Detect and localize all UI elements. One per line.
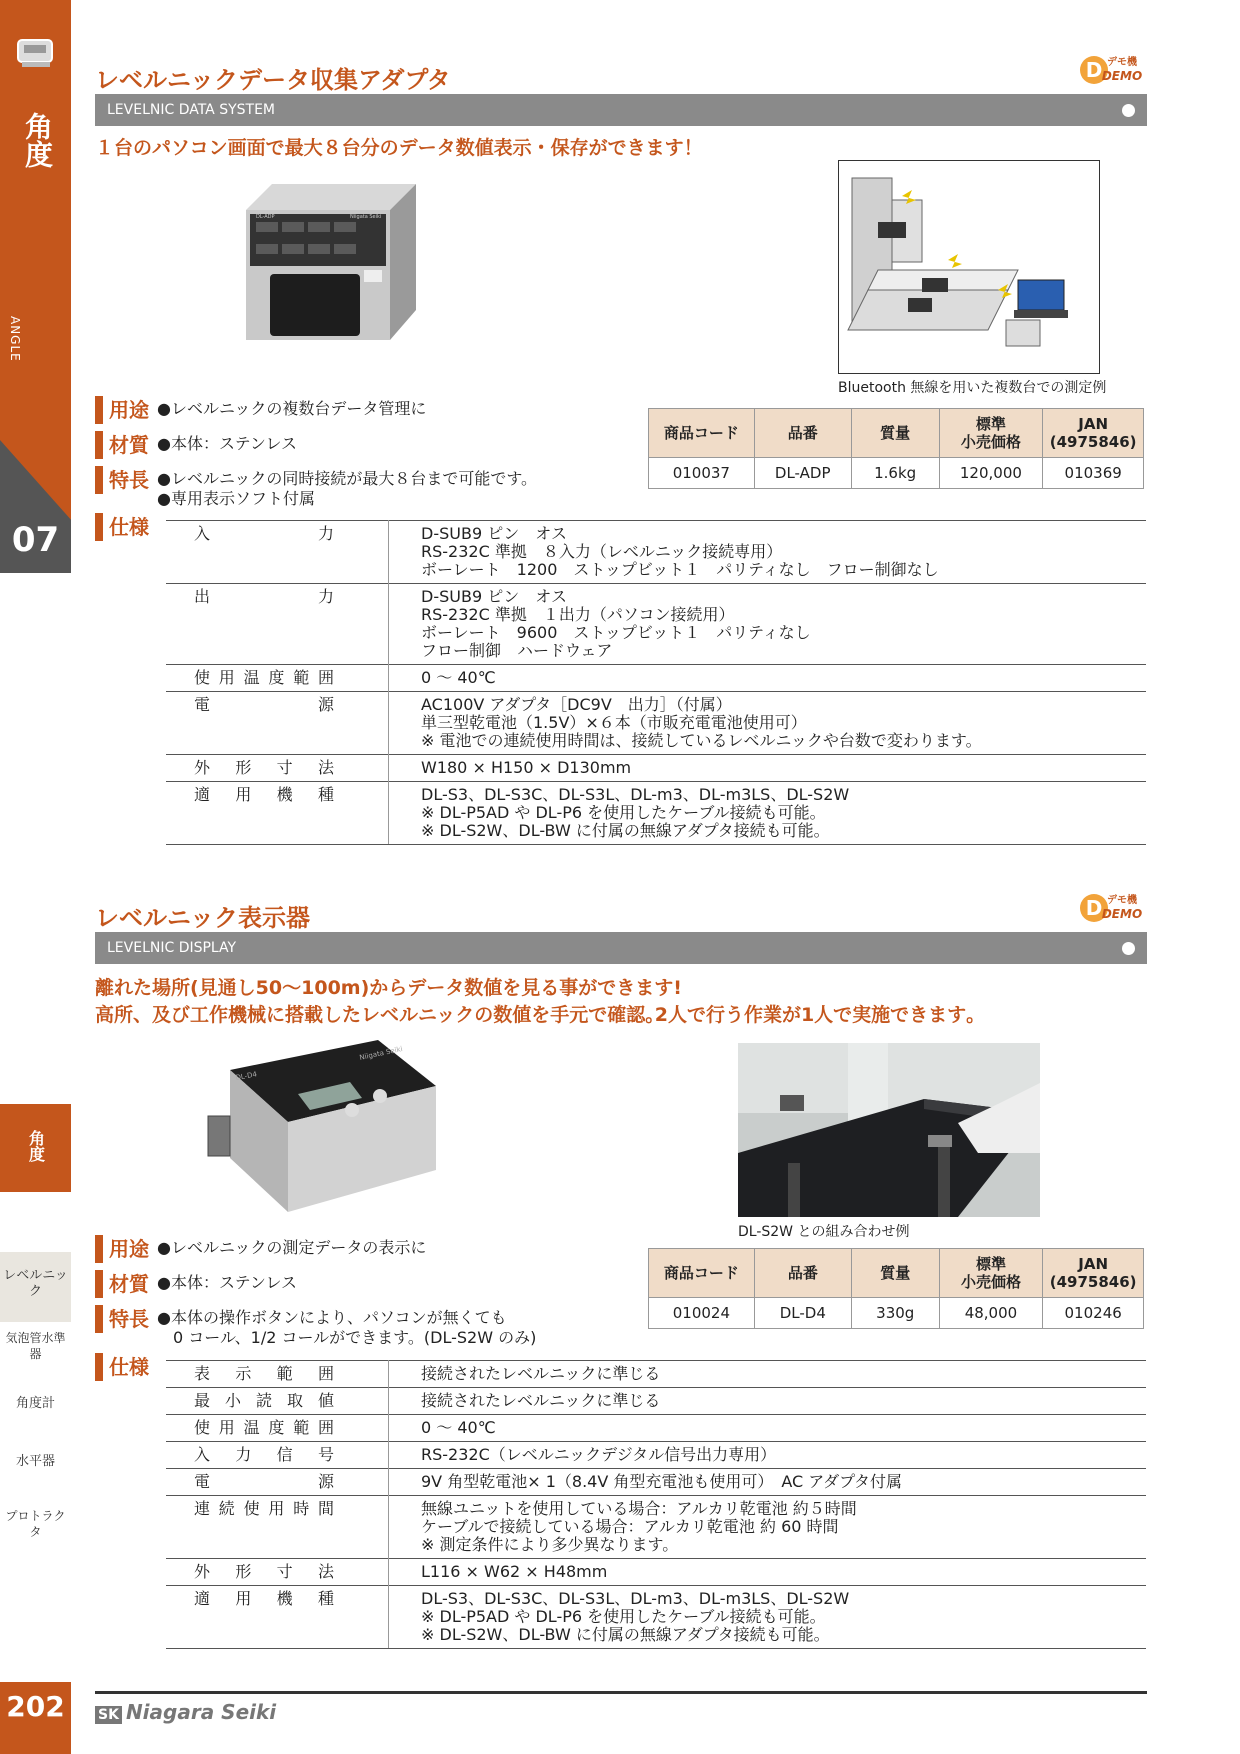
- feature-traits-label: 特長: [109, 1307, 149, 1331]
- svg-text:DEMO: DEMO: [1101, 69, 1143, 83]
- feature-material-text: ●本体：ステンレス: [157, 434, 297, 453]
- section2-tagline-1: 離れた場所(見通し50～100m)からデータ数値を見る事ができます!: [95, 977, 682, 999]
- spec-key: 適 用 機 種: [166, 1586, 389, 1649]
- chapter-number: 07: [11, 520, 60, 560]
- spec-value: ※ 電池での連続使用時間は、接続しているレベルニックや台数で変わります。: [421, 731, 982, 750]
- table-header: 質量: [851, 409, 939, 458]
- spec-value: D-SUB9 ピン オス: [421, 587, 568, 606]
- spec-value: W180 × H150 × D130mm: [421, 758, 632, 777]
- spec-row: [166, 1442, 1146, 1469]
- spec-row: [166, 1586, 1146, 1649]
- spec-row: [166, 755, 1146, 782]
- spec-key: 外 形 寸 法: [166, 1559, 389, 1586]
- spec-value: ボーレート 9600 ストップビット１ パリティなし: [421, 623, 811, 642]
- section2-tagline-2: 高所、及び工作機械に搭載したレベルニックの数値を手元で確認｡2人で行う作業が1人で実施できます｡: [95, 1004, 976, 1026]
- section1-title: レベルニックデータ収集アダプタ: [95, 66, 451, 94]
- table-cell: 010369: [1043, 458, 1144, 489]
- section2-title: レベルニック表示器: [95, 904, 311, 932]
- table-header: JAN (4975846): [1043, 1249, 1144, 1298]
- feature-use-row: [95, 396, 426, 424]
- bluetooth-setup-illustration: [838, 160, 1100, 374]
- illustration-caption: Bluetooth 無線を用いた複数台での測定例: [838, 380, 1107, 396]
- table-cell: 48,000: [939, 1298, 1043, 1329]
- feature-marker: [95, 1270, 103, 1298]
- feature-traits-label: 特長: [109, 468, 149, 492]
- spec-value: D-SUB9 ピン オス: [421, 524, 568, 543]
- feature-use-text: ●レベルニックの測定データの表示に: [157, 1238, 427, 1257]
- spec-value: DL-S3、DL-S3C、DL-S3L、DL-m3、DL-m3LS、DL-S2W: [421, 1589, 850, 1608]
- feature-traits-row: [95, 1305, 536, 1349]
- spec-key: 電 源: [166, 1469, 389, 1496]
- feature-spec-row: [95, 513, 157, 541]
- footer-brand-logo: [95, 1700, 276, 1724]
- feature-traits-text: ●本体の操作ボタンにより、パソコンが無くても: [157, 1308, 507, 1327]
- feature-material-label: 材質: [109, 433, 149, 457]
- spec-value: 0 ～ 40℃: [421, 1418, 496, 1437]
- dl-adp-device-image: [240, 170, 420, 350]
- table-header: 標準 小売価格: [939, 409, 1043, 458]
- sidebar-item-protractor[interactable]: プロトラクタ: [5, 1509, 66, 1539]
- spec-row: [166, 1388, 1146, 1415]
- spec-row: [166, 1496, 1146, 1559]
- svg-text:D: D: [1085, 896, 1103, 920]
- table-cell: 010024: [649, 1298, 755, 1329]
- svg-text:デモ機: デモ機: [1107, 895, 1137, 906]
- dl-s2w-combination-photo: [738, 1043, 1040, 1217]
- spec-value: RS-232C 準拠 ８入力（レベルニック接続専用）: [421, 542, 783, 561]
- table-header: 標準 小売価格: [939, 1249, 1043, 1298]
- footer-rule: [95, 1691, 1147, 1694]
- feature-traits-row: [95, 466, 537, 510]
- table-header: 品番: [754, 409, 851, 458]
- table-cell: 1.6kg: [851, 458, 939, 489]
- sidebar-item-level[interactable]: 水平器: [15, 1454, 55, 1469]
- spec-value: 9V 角型乾電池× 1（8.4V 角型充電池も使用可） AC アダプタ付属: [421, 1472, 903, 1491]
- table-cell: DL-ADP: [754, 458, 851, 489]
- spec-key: 電 源: [166, 692, 389, 755]
- photo-caption: DL-S2W との組み合わせ例: [738, 1224, 910, 1240]
- section2-subtitle-bar: [95, 932, 1147, 964]
- table-header: 商品コード: [649, 409, 755, 458]
- spec-table-adp: [166, 520, 1146, 845]
- feature-marker: [95, 466, 103, 494]
- spec-row: [166, 584, 1146, 665]
- spec-key: 適 用 機 種: [166, 782, 389, 845]
- spec-value: ※ DL-P5AD や DL-P6 を使用したケーブル接続も可能。: [421, 803, 826, 822]
- spec-row: [166, 692, 1146, 755]
- sidebar-item-angle-meter[interactable]: 角度計: [15, 1396, 55, 1411]
- spec-value: ボーレート 1200 ストップビット１ パリティなし フロー制御なし: [421, 560, 939, 579]
- spec-value: DL-S3、DL-S3C、DL-S3L、DL-m3、DL-m3LS、DL-S2W: [421, 785, 850, 804]
- spec-value: RS-232C（レベルニックデジタル信号出力専用）: [421, 1445, 777, 1464]
- spec-value: AC100V アダプタ［DC9V 出力］（付属）: [421, 695, 732, 714]
- spec-row: [166, 782, 1146, 845]
- page-number: 202: [6, 1690, 65, 1723]
- feature-marker: [95, 1353, 103, 1381]
- table-cell: DL-D4: [754, 1298, 851, 1329]
- feature-marker: [95, 396, 103, 424]
- spec-row: [166, 1415, 1146, 1442]
- table-header: 商品コード: [649, 1249, 755, 1298]
- table-cell: 330g: [851, 1298, 939, 1329]
- spec-value: 無線ユニットを使用している場合：アルカリ乾電池 約５時間: [421, 1499, 857, 1518]
- svg-text:DEMO: DEMO: [1101, 907, 1143, 921]
- product-table-adp: [648, 408, 1144, 489]
- feature-marker: [95, 1305, 103, 1333]
- svg-text:デモ機: デモ機: [1107, 57, 1137, 68]
- feature-traits-text: 0 コール、1/2 コールができます。(DL-S2W のみ): [157, 1328, 537, 1347]
- feature-traits-text: ●専用表示ソフト付属: [157, 489, 315, 508]
- spec-value: L116 × W62 × H48mm: [421, 1562, 608, 1581]
- spec-value: 単三型乾電池（1.5V）×６本（市販充電電池使用可）: [421, 713, 807, 732]
- level-instrument-icon: [14, 30, 58, 74]
- spec-value: ※ DL-S2W、DL-BW に付属の無線アダプタ接続も可能。: [421, 821, 830, 840]
- feature-traits-text: ●レベルニックの同時接続が最大８台まで可能です。: [157, 469, 538, 488]
- table-header: 品番: [754, 1249, 851, 1298]
- svg-text:Niigata Seiki: Niigata Seiki: [350, 214, 382, 220]
- table-cell: 120,000: [939, 458, 1043, 489]
- spec-value: ※ DL-S2W、DL-BW に付属の無線アダプタ接続も可能。: [421, 1625, 830, 1644]
- spec-value: 接続されたレベルニックに準じる: [421, 1364, 661, 1383]
- bar-dot-icon: [1122, 942, 1135, 955]
- spec-value: 0 ～ 40℃: [421, 668, 496, 687]
- feature-use-text: ●レベルニックの複数台データ管理に: [157, 399, 427, 418]
- sidebar-category-en: ANGLE: [8, 316, 22, 362]
- bar-dot-icon: [1122, 104, 1135, 117]
- feature-spec-label: 仕様: [109, 515, 149, 539]
- sidebar-category-tab[interactable]: [0, 1104, 71, 1192]
- spec-key: 使 用 温 度 範 囲: [166, 1415, 389, 1442]
- sidebar-category-tab-label: 角度: [26, 1130, 46, 1162]
- spec-table-d4: [166, 1360, 1146, 1649]
- table-cell: 010246: [1043, 1298, 1144, 1329]
- section1-subtitle-bar: [95, 94, 1147, 126]
- spec-row: [166, 1559, 1146, 1586]
- table-header: JAN (4975846): [1043, 409, 1144, 458]
- feature-material-row: [95, 431, 297, 459]
- spec-key: 使 用 温 度 範 囲: [166, 665, 389, 692]
- feature-use-row: [95, 1235, 426, 1263]
- table-cell: 010037: [649, 458, 755, 489]
- dl-d4-device-image: [200, 1030, 440, 1220]
- spec-key: 連 続 使 用 時 間: [166, 1496, 389, 1559]
- feature-spec-label: 仕様: [109, 1355, 149, 1379]
- feature-marker: [95, 513, 103, 541]
- sidebar-item-bubble-level[interactable]: 気泡管水準器: [5, 1331, 66, 1361]
- spec-value: フロー制御 ハードウェア: [421, 641, 613, 660]
- table-header: 質量: [851, 1249, 939, 1298]
- feature-marker: [95, 1235, 103, 1263]
- brand-name: Niagara Seiki: [125, 1700, 277, 1724]
- section2-subtitle: LEVELNIC DISPLAY: [107, 940, 237, 956]
- feature-spec-row: [95, 1353, 157, 1381]
- svg-text:Niigata Seiki: Niigata Seiki: [358, 1045, 404, 1062]
- spec-value: ケーブルで接続している場合：アルカリ乾電池 約 60 時間: [421, 1517, 839, 1536]
- spec-key: 出 力: [166, 584, 389, 665]
- svg-text:DL-ADP: DL-ADP: [256, 214, 275, 220]
- spec-key: 表 示 範 囲: [166, 1361, 389, 1388]
- spec-value: RS-232C 準拠 １出力（パソコン接続用）: [421, 605, 735, 624]
- feature-marker: [95, 431, 103, 459]
- svg-text:DL-D4: DL-D4: [234, 1070, 258, 1082]
- product-table-d4: [648, 1248, 1144, 1329]
- spec-row: [166, 1469, 1146, 1496]
- feature-material-label: 材質: [109, 1272, 149, 1296]
- feature-material-text: ●本体：ステンレス: [157, 1273, 297, 1292]
- feature-use-label: 用途: [109, 398, 149, 422]
- spec-key: 入 力: [166, 521, 389, 584]
- demo-badge-icon: [1078, 50, 1144, 90]
- spec-key: 入 力 信 号: [166, 1442, 389, 1469]
- spec-row: [166, 521, 1146, 584]
- brand-mark: SK: [95, 1706, 122, 1724]
- sidebar-item-levelnic[interactable]: レベルニック: [3, 1268, 68, 1299]
- svg-text:D: D: [1085, 58, 1103, 82]
- spec-key: 最 小 読 取 値: [166, 1388, 389, 1415]
- sidebar-category-title: 角度: [21, 112, 54, 168]
- spec-key: 外 形 寸 法: [166, 755, 389, 782]
- spec-value: 接続されたレベルニックに準じる: [421, 1391, 661, 1410]
- feature-use-label: 用途: [109, 1237, 149, 1261]
- spec-row: [166, 665, 1146, 692]
- feature-material-row: [95, 1270, 297, 1298]
- spec-value: ※ DL-P5AD や DL-P6 を使用したケーブル接続も可能。: [421, 1607, 826, 1626]
- demo-badge-icon: [1078, 888, 1144, 928]
- spec-row: [166, 1361, 1146, 1388]
- section1-tagline: １台のパソコン画面で最大８台分のデータ数値表示・保存ができます！: [95, 137, 703, 159]
- section1-subtitle: LEVELNIC DATA SYSTEM: [107, 102, 276, 118]
- spec-value: ※ 測定条件により多少異なります。: [421, 1535, 679, 1554]
